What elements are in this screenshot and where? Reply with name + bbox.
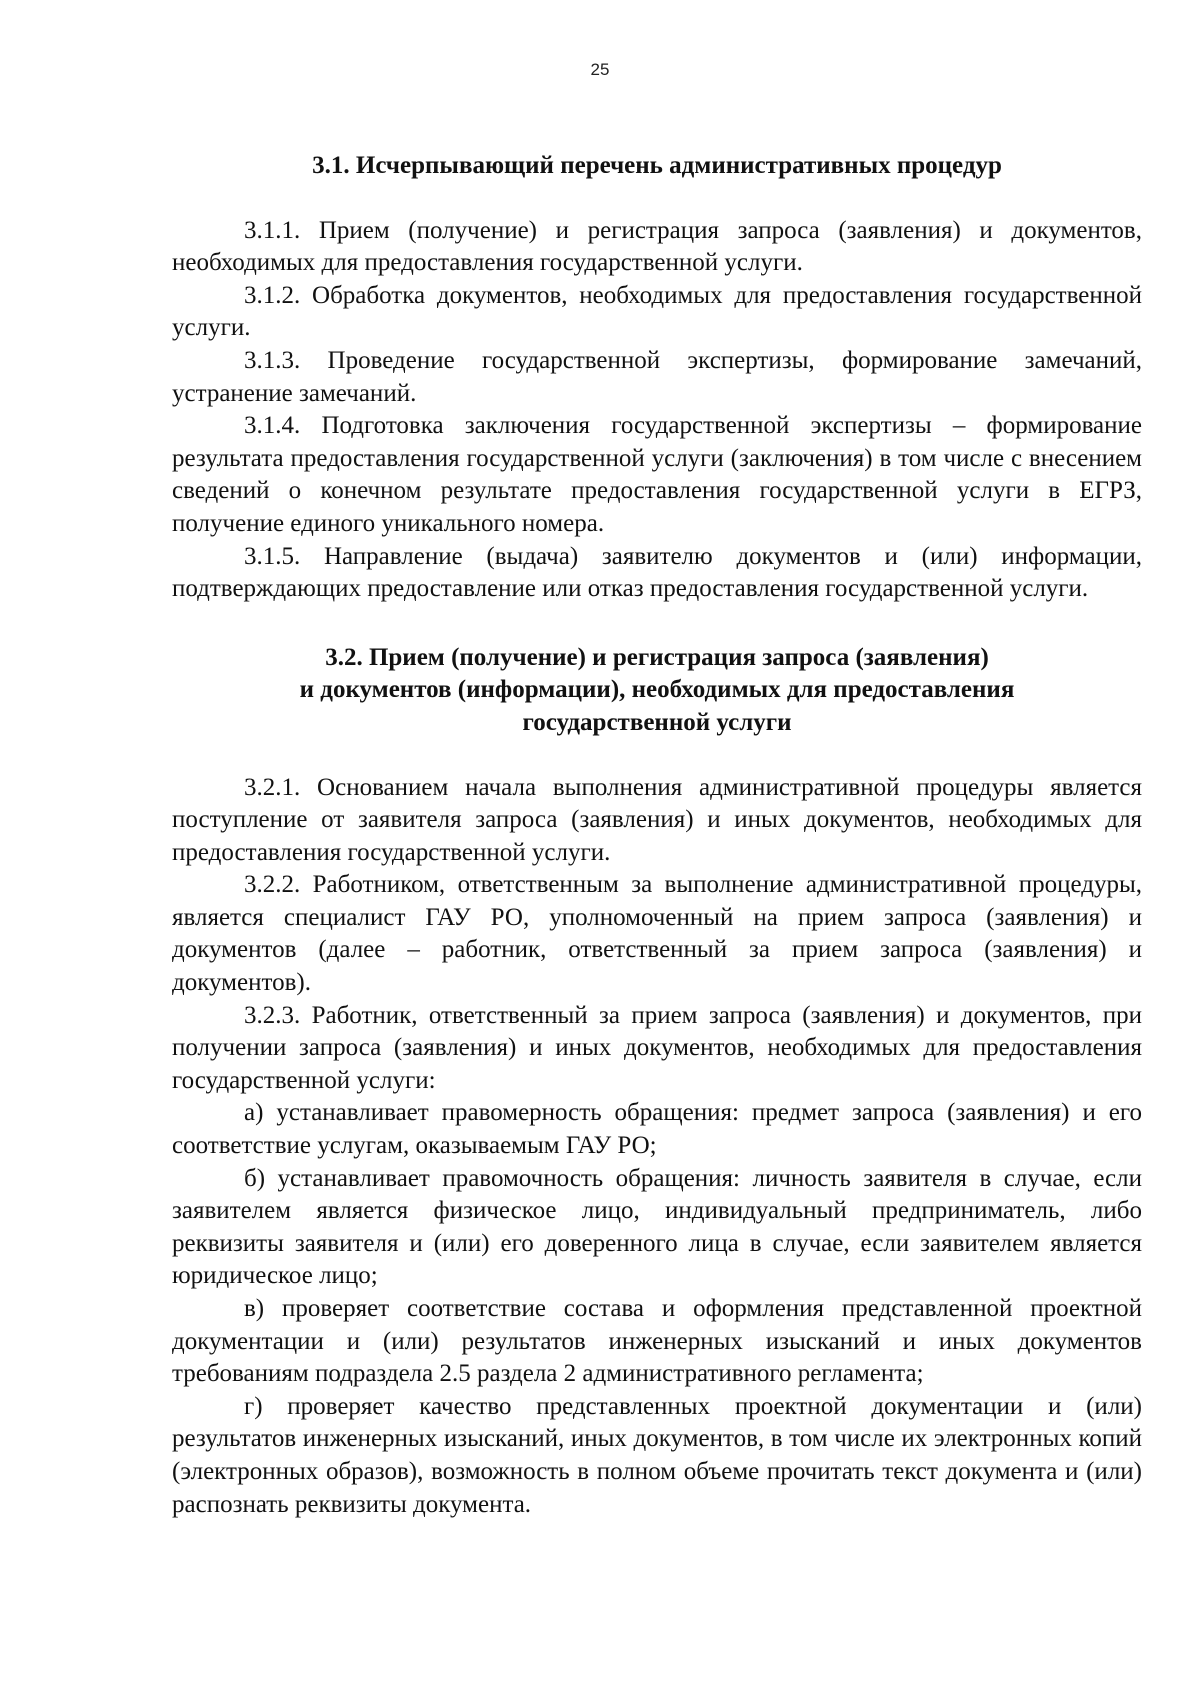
- reception-procedure-text: [172, 772, 1142, 1522]
- procedure-list: [172, 215, 1142, 606]
- section-heading-3-2-line-3: государственной услуги: [522, 708, 792, 736]
- paragraph-3-1-3: 3.1.3. Проведение государственной экспертизы, формирование замечаний, устранение замечаний.: [172, 346, 1142, 407]
- paragraph-3-2-3: 3.2.3. Работник, ответственный за прием запроса (заявления) и документов, при получении запроса (заявления) и иных документов, необходимых для предоставления государственной услуги:: [172, 1001, 1142, 1094]
- document-body: [172, 150, 1142, 1521]
- paragraph-3-1-2: 3.1.2. Обработка документов, необходимых для предоставления государственной услуги.: [172, 281, 1142, 342]
- section-heading-3-2-line-1: 3.2. Прием (получение) и регистрация запроса (заявления): [325, 643, 989, 671]
- paragraph-3-2-3-g: г) проверяет качество представленных проектной документации и (или) результатов инженерных изысканий, иных документов, в том числе их электронных копий (электронных образов), возможность в полном объеме прочитать текст документа и (или) распознать реквизиты документа.: [172, 1392, 1142, 1518]
- paragraph-3-2-1: 3.2.1. Основанием начала выполнения административной процедуры является поступление от заявителя запроса (заявления) и иных документов, необходимых для предоставления государственной услуги.: [172, 773, 1142, 866]
- section-heading-3-2-line-2: и документов (информации), необходимых для предоставления: [299, 676, 1015, 704]
- section-heading-3-2: [172, 642, 1142, 740]
- paragraph-3-2-3-b: б) устанавливает правомочность обращения: личность заявителя в случае, если заявителем является физическое лицо, индивидуальный предприниматель, либо реквизиты заявителя и (или) его доверенного лица в случае, если заявителем является юридическое лицо;: [172, 1164, 1142, 1290]
- page-number: 25: [590, 60, 610, 79]
- paragraph-3-1-4: 3.1.4. Подготовка заключения государственной экспертизы – формирование результата предоставления государственной услуги (заключения) в том числе с внесением сведений о конечном результате предоставления государственной услуги в ЕГРЗ, получение единого уникального номера.: [172, 412, 1142, 537]
- paragraph-3-2-2: 3.2.2. Работником, ответственным за выполнение административной процедуры, является специалист ГАУ РО, уполномоченный на прием запроса (заявления) и документов (далее – работник, ответственный за прием запроса (заявления) и документов).: [172, 871, 1142, 997]
- paragraph-3-2-3-v: в) проверяет соответствие состава и оформления представленной проектной документации и (или) результатов инженерных изысканий и иных документов требованиям подраздела 2.5 раздела 2 административного регламента;: [172, 1295, 1142, 1388]
- section-heading-3-1: 3.1. Исчерпывающий перечень административных процедур: [312, 152, 1002, 179]
- paragraph-3-1-1: 3.1.1. Прием (получение) и регистрация запроса (заявления) и документов, необходимых для предоставления государственной услуги.: [172, 216, 1142, 277]
- paragraph-3-1-5: 3.1.5. Направление (выдача) заявителю документов и (или) информации, подтверждающих предоставление или отказ предоставления государственной услуги.: [172, 542, 1142, 603]
- paragraph-3-2-3-a: а) устанавливает правомерность обращения: предмет запроса (заявления) и его соответствие услугам, оказываемым ГАУ РО;: [172, 1099, 1142, 1160]
